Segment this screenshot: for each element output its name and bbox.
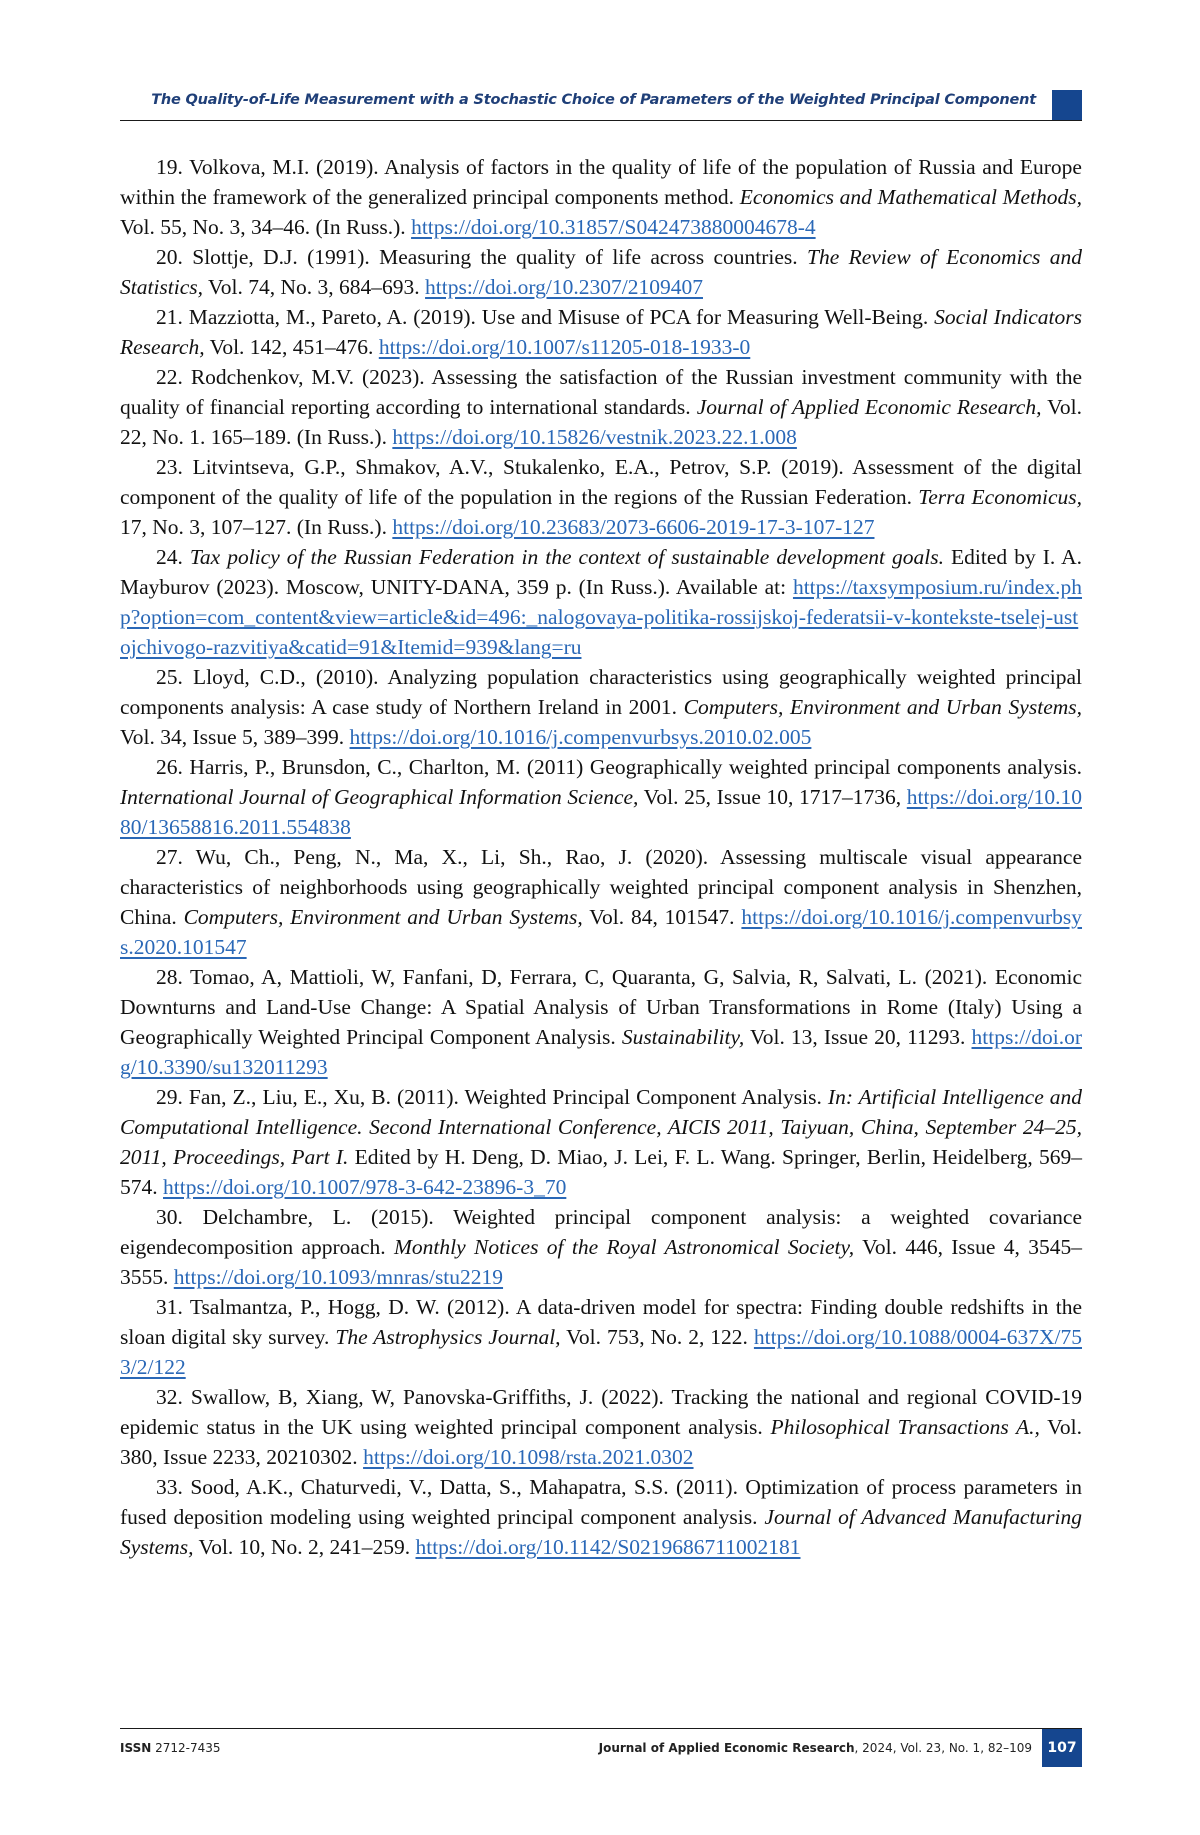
- reference-text: Volkova, M.I. (2019). Analysis of factors in the quality of life of the population of Russia and Europe within the framework of the generalized principal components method.: [120, 155, 1082, 209]
- reference-journal: Social Indicators Research,: [120, 305, 1083, 359]
- reference-journal: Monthly Notices of the Royal Astronomical Society,: [394, 1235, 855, 1259]
- reference-details: Vol. 753, No. 2, 122.: [566, 1325, 748, 1349]
- reference-text: Rodchenkov, M.V. (2023). Assessing the satisfaction of the Russian investment community with the quality of financial reporting according to international standards.: [120, 365, 1083, 419]
- reference-text: Litvintseva, G.P., Shmakov, A.V., Stukalenko, E.A., Petrov, S.P. (2019). Assessment of the digital component of the quality of life of the population in the regions of the Russian Federation.: [120, 455, 1082, 509]
- reference-text: Fan, Z., Liu, E., Xu, B. (2011). Weighted Principal Component Analysis.: [188, 1085, 822, 1109]
- reference-item: [120, 842, 1082, 962]
- reference-journal: Computers, Environment and Urban Systems,: [183, 905, 583, 929]
- reference-item: [120, 1292, 1082, 1382]
- running-header: [120, 88, 1082, 121]
- reference-number: 33.: [156, 1475, 183, 1499]
- footer-journal: [599, 1741, 1032, 1755]
- header-accent-block: [1052, 90, 1082, 120]
- reference-details: Vol. 13, Issue 20, 11293.: [749, 1025, 966, 1049]
- reference-doi-link[interactable]: https://doi.org/10.23683/2073-6606-2019-17-3-107-127: [392, 515, 875, 539]
- reference-journal: Philosophical Transactions A.,: [770, 1415, 1040, 1439]
- reference-details: Vol. 55, No. 3, 34–46. (In Russ.).: [120, 215, 406, 239]
- reference-number: 28.: [156, 965, 183, 989]
- reference-list: [120, 152, 1082, 1562]
- reference-item: [120, 752, 1082, 842]
- reference-number: 29.: [156, 1085, 183, 1109]
- issn-label: ISSN: [120, 1741, 152, 1755]
- reference-details: 17, No. 3, 107–127. (In Russ.).: [120, 515, 387, 539]
- reference-text: Mazziotta, M., Pareto, A. (2019). Use and Misuse of PCA for Measuring Well-Being.: [188, 305, 929, 329]
- reference-details: Vol. 380, Issue 2233, 20210302.: [120, 1415, 1082, 1469]
- reference-journal: Terra Economicus,: [918, 485, 1083, 509]
- reference-doi-link[interactable]: https://doi.org/10.1016/j.compenvurbsys.2020.101547: [120, 905, 1083, 959]
- reference-doi-link[interactable]: https://doi.org/10.1142/S0219686711002181: [415, 1535, 801, 1559]
- reference-number: 30.: [156, 1205, 183, 1229]
- reference-details: Vol. 84, 101547.: [589, 905, 735, 929]
- reference-doi-link[interactable]: https://doi.org/10.1093/mnras/stu2219: [173, 1265, 504, 1289]
- reference-doi-link[interactable]: https://doi.org/10.3390/su132011293: [120, 1025, 1083, 1079]
- reference-doi-link[interactable]: https://doi.org/10.2307/2109407: [425, 275, 703, 299]
- reference-number: 24.: [156, 545, 183, 569]
- reference-number: 21.: [156, 305, 183, 329]
- reference-doi-link[interactable]: https://doi.org/10.1098/rsta.2021.0302: [363, 1445, 694, 1469]
- reference-doi-link[interactable]: https://doi.org/10.1016/j.compenvurbsys.2010.02.005: [349, 725, 812, 749]
- reference-text: Harris, P., Brunsdon, C., Charlton, M. (2011) Geographically weighted principal components analysis.: [189, 755, 1083, 779]
- reference-item: [120, 1382, 1082, 1472]
- reference-journal: Economics and Mathematical Methods,: [739, 185, 1083, 209]
- footer-issn: [120, 1741, 221, 1755]
- reference-number: 20.: [156, 245, 183, 269]
- reference-number: 27.: [156, 845, 183, 869]
- reference-journal: Journal of Advanced Manufacturing Systems,: [120, 1505, 1083, 1559]
- reference-item: [120, 1202, 1082, 1292]
- reference-number: 32.: [156, 1385, 183, 1409]
- reference-details: Vol. 25, Issue 10, 1717–1736,: [643, 785, 902, 809]
- reference-journal: Tax policy of the Russian Federation in the context of sustainable development goals.: [189, 545, 945, 569]
- reference-journal: Computers, Environment and Urban Systems,: [683, 695, 1083, 719]
- reference-journal: Sustainability,: [621, 1025, 745, 1049]
- reference-journal: Journal of Applied Economic Research,: [696, 395, 1042, 419]
- reference-item: [120, 1472, 1082, 1562]
- reference-text: Lloyd, C.D., (2010). Analyzing population characteristics using geographically weighted principal components analysis: A case study of Northern Ireland in 2001.: [120, 665, 1082, 719]
- reference-details: Vol. 22, No. 1. 165–189. (In Russ.).: [120, 395, 1082, 449]
- reference-doi-link[interactable]: https://doi.org/10.1007/s11205-018-1933-0: [378, 335, 751, 359]
- reference-item: [120, 302, 1082, 362]
- footer-journal-name: Journal of Applied Economic Research: [598, 1741, 855, 1755]
- reference-text: Wu, Ch., Peng, N., Ma, X., Li, Sh., Rao, J. (2020). Assessing multiscale visual appearance characteristics of neighborhoods using geographically weighted principal component analysis in Shenzhen, China.: [120, 845, 1083, 929]
- reference-journal: International Journal of Geographical Information Science,: [120, 785, 639, 809]
- reference-number: 25.: [156, 665, 183, 689]
- reference-doi-link[interactable]: https://taxsymposium.ru/index.php?option=com_content&view=article&id=496:_nalogovaya-politika-rossijskoj-federatsii-v-kontekste-tselej-ustojchivogo-razvitiya&catid=91&Itemid=939&lang=ru: [120, 575, 1083, 659]
- reference-details: Vol. 142, 451–476.: [209, 335, 374, 359]
- reference-item: [120, 452, 1082, 542]
- footer-journal-details: , 2024, Vol. 23, No. 1, 82–109: [854, 1741, 1032, 1755]
- reference-number: 31.: [156, 1295, 183, 1319]
- reference-item: [120, 362, 1082, 452]
- page-footer: [120, 1728, 1082, 1767]
- reference-item: [120, 962, 1082, 1082]
- reference-text: Sood, A.K., Chaturvedi, V., Datta, S., Mahapatra, S.S. (2011). Optimization of process parameters in fused deposition modeling using weighted principal component analysis.: [120, 1475, 1083, 1529]
- reference-details: Vol. 10, No. 2, 241–259.: [198, 1535, 411, 1559]
- reference-details: Edited by H. Deng, D. Miao, J. Lei, F. L. Wang. Springer, Berlin, Heidelberg, 569–574.: [120, 1145, 1082, 1199]
- running-header-title: The Quality-of-Life Measurement with a Stochastic Choice of Parameters of the Weighted Principal Component: [151, 92, 1036, 108]
- reference-item: [120, 152, 1082, 242]
- page-number: 107: [1042, 1729, 1082, 1767]
- reference-number: 22.: [156, 365, 183, 389]
- reference-item: [120, 662, 1082, 752]
- reference-item: [120, 1082, 1082, 1202]
- reference-item: [120, 542, 1082, 662]
- reference-text: Tomao, A, Mattioli, W, Fanfani, D, Ferrara, C, Quaranta, G, Salvia, R, Salvati, L. (2021). Economic Downturns and Land-Use Change: A Spatial Analysis of Urban Transformations in Rome (Italy) Using a Geographically Weighted Principal Component Analysis.: [120, 965, 1082, 1049]
- reference-doi-link[interactable]: https://doi.org/10.1088/0004-637X/753/2/122: [120, 1325, 1082, 1379]
- reference-text: Slottje, D.J. (1991). Measuring the quality of life across countries.: [192, 245, 798, 269]
- reference-number: 19.: [156, 155, 183, 179]
- reference-journal: In: Artificial Intelligence and Computational Intelligence. Second International Conference, AICIS 2011, Taiyuan, China, September 24–25, 2011, Proceedings, Part I.: [120, 1085, 1083, 1169]
- reference-doi-link[interactable]: https://doi.org/10.31857/S042473880004678-4: [411, 215, 816, 239]
- reference-details: Edited by I. A. Mayburov (2023). Moscow, UNITY-DANA, 359 p. (In Russ.). Available at:: [120, 545, 1083, 599]
- reference-text: Swallow, B, Xiang, W, Panovska-Griffiths, J. (2022). Tracking the national and regional COVID-19 epidemic status in the UK using weighted principal component analysis.: [120, 1385, 1083, 1439]
- reference-details: Vol. 34, Issue 5, 389–399.: [120, 725, 345, 749]
- reference-doi-link[interactable]: https://doi.org/10.1007/978-3-642-23896-3_70: [163, 1175, 567, 1199]
- reference-number: 23.: [156, 455, 183, 479]
- reference-details: Vol. 74, No. 3, 684–693.: [208, 275, 420, 299]
- reference-text: Delchambre, L. (2015). Weighted principal component analysis: a weighted covariance eigendecomposition approach.: [120, 1205, 1083, 1259]
- reference-number: 26.: [156, 755, 183, 779]
- issn-value: 2712-7435: [155, 1741, 221, 1755]
- reference-journal: The Review of Economics and Statistics,: [120, 245, 1083, 299]
- reference-journal: The Astrophysics Journal,: [335, 1325, 561, 1349]
- reference-doi-link[interactable]: https://doi.org/10.15826/vestnik.2023.22.1.008: [392, 425, 797, 449]
- reference-doi-link[interactable]: https://doi.org/10.1080/13658816.2011.554838: [120, 785, 1082, 839]
- reference-item: [120, 242, 1082, 302]
- reference-text: Tsalmantza, P., Hogg, D. W. (2012). A data-driven model for spectra: Finding double redshifts in the sloan digital sky survey.: [120, 1295, 1082, 1349]
- reference-details: Vol. 446, Issue 4, 3545–3555.: [120, 1235, 1082, 1289]
